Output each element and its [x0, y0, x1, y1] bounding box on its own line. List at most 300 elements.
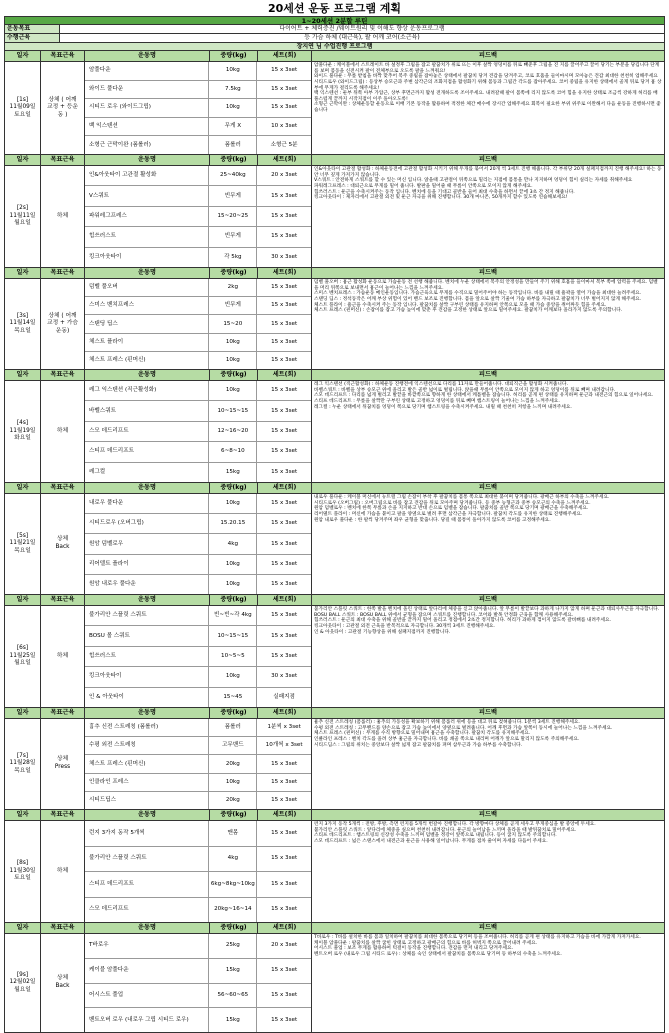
header-exercise: 운동명 [85, 268, 210, 278]
feedback-text: T바로우 : T바를 설치한 바를 몸과 일치하여 팔꿈치를 최대한 몸쪽으로 당기며 등을 조여줍니다. 허리를 곧게 편 상태를 유지하고 가슴을 바에 가깝게 가져가세요. 케이블 암풀다운 : 팔꿈치를 살짝 굽힌 상태로 고정하고 광배근의 힘으로 바를 허벅지 쪽으로 끌어내려 주세요. 어시스트 풀업 : 보조 무게를 활용하여 턱걸이 동작을 진행합니다. 견갑을 먼저 내리고 당겨주세요. 벤트오버 로우 (내로우 그립 시티드 로우) : 상체를 숙인 상태에서 팔꿈치를 몸쪽으로 당기며 등 하부의 수축을 느껴주세요. [314, 935, 641, 957]
session-block [4, 708, 665, 810]
exercise-name: 인 & 아웃타이 [85, 688, 209, 707]
exercise-row [85, 381, 311, 401]
exercise-name: 스미스 벤치프레스 [85, 297, 209, 314]
exercise-weight: 맨몸 [209, 821, 257, 846]
exercise-name: 시티드로우 (오버그립) [85, 514, 209, 533]
exercise-sets: 15 x 3set [271, 428, 298, 435]
exercise-sets: 15 x 3set [271, 320, 298, 327]
exercise-row [85, 422, 311, 442]
session-day: [9s] 12월02일 월요일 [5, 934, 41, 1032]
header-exercise: 운동명 [85, 370, 210, 380]
session-header [5, 155, 664, 166]
exercise-row [85, 442, 311, 462]
exercise-row [85, 463, 311, 482]
session-header [5, 51, 664, 62]
exercise-weight: 10kg [209, 381, 257, 400]
session-day: [8s] 11월30일 토요일 [5, 821, 41, 922]
exercise-name: 킹크아웃타이 [85, 248, 209, 267]
exercise-weight: 15~45 [209, 688, 257, 707]
exercise-name: 원암 내로우 풀다운 [85, 575, 209, 594]
exercise-list [85, 166, 312, 267]
exercise-row [85, 227, 311, 247]
exercise-sets: 15 x 3set [271, 796, 298, 803]
exercise-sets: 20 x 3set [271, 942, 298, 949]
feedback-text: 불가리안 스플릿 스쿼트 : 한쪽 발을 벤치에 올린 상태로 앞다리에 체중을 싣고 앉아줍니다. 앞 무릎이 발끝보다 과하게 나가지 않게 하며 둔근과 대퇴사두근을 자극합니다. BOSU BALL 스쿼트 : BOSU BALL 위에서 균형을 잡으며 스쿼트를 진행합니다. 코어와 발목 안정화 근육을 함께 사용해주세요. 힙쓰러스트 : 둔근의 최대 수축을 위해 골반을 끝까지 밀어 올리고 정점에서 2초간 정지합니다. 허리가 과하게 꺾이지 않도록 갈비뼈를 내려주세요. 킹크아웃타이 : 고관절 외전 근육을 반복적으로 자극합니다. 30개씩 3세트 진행해주세요. 인 & 아웃타이 : 고관절 기능향상을 위해 실패지점까지 진행합니다. [314, 607, 660, 635]
exercise-weight: 10kg [209, 334, 257, 351]
exercise-row [85, 81, 311, 100]
exercise-sets: 15 x 3set [271, 1016, 298, 1023]
exercise-name: 수평 외전 스트레칭 [85, 737, 209, 754]
exercise-list [85, 821, 312, 922]
exercise-name: 스모 데드리프트 [85, 898, 209, 923]
session-day: [6s] 11월25일 월요일 [5, 606, 41, 707]
header-exercise: 운동명 [85, 708, 210, 718]
exercise-weight: 10~15~15 [209, 626, 257, 645]
header-target: 목표근육 [41, 708, 85, 718]
exercise-row [85, 315, 311, 333]
exercise-row [85, 575, 311, 594]
header-exercise: 운동명 [85, 51, 210, 61]
exercise-name: 스티프 데드리프트 [85, 872, 209, 897]
header-target: 목표근육 [41, 51, 85, 61]
exercise-sets: 15 x 3set [271, 580, 298, 587]
exercise-sets: 30 x 3set [271, 673, 298, 680]
exercise-row [85, 647, 311, 667]
header-exercise: 운동명 [85, 155, 210, 165]
exercise-name: 킹크아웃타이 [85, 667, 209, 686]
session-day: [4s] 11월19일 화요일 [5, 381, 41, 482]
exercise-weight: 10kg [209, 667, 257, 686]
session-header [5, 810, 664, 821]
exercise-sets: 15 x 3set [271, 906, 298, 913]
exercise-name: 내로우 풀다운 [85, 494, 209, 513]
header-target: 목표근육 [41, 595, 85, 605]
exercise-row [85, 534, 311, 554]
session-target: 하체 [41, 166, 85, 267]
exercise-sets: 15 x 3set [271, 104, 298, 111]
session-block [4, 810, 665, 923]
header-sets: 세트(회) [258, 810, 312, 820]
exercise-row [85, 186, 311, 206]
muscle-row [4, 34, 665, 43]
goal-label: 운동목표 [5, 25, 60, 33]
header-day: 일자 [5, 810, 41, 820]
header-sets: 세트(회) [258, 370, 312, 380]
session-body [5, 279, 664, 369]
exercise-row [85, 99, 311, 118]
header-exercise: 운동명 [85, 810, 210, 820]
exercise-sets: 15 x 3set [271, 356, 298, 363]
goal-row [4, 25, 665, 34]
exercise-weight: 10kg [209, 352, 257, 369]
progress-banner: 장지연 님 수업진행 프로그램 [5, 43, 664, 50]
exercise-weight: 10~15~15 [209, 401, 257, 420]
session-body [5, 381, 664, 482]
session-header [5, 708, 664, 719]
exercise-row [85, 898, 311, 923]
exercise-weight: 빈무게 [209, 297, 257, 314]
exercise-sets: 15 x 3set [271, 778, 298, 785]
exercise-sets: 15 x 3set [271, 302, 298, 309]
header-weight: 중량(kg) [210, 708, 258, 718]
exercise-name: 스티프 데드리프트 [85, 442, 209, 461]
exercise-weight: 15kg [209, 959, 257, 983]
exercise-sets: 15 x 3set [271, 560, 298, 567]
exercise-list [85, 62, 312, 154]
exercise-weight: 2kg [209, 279, 257, 296]
exercise-weight: 10~5~5 [209, 647, 257, 666]
header-day: 일자 [5, 595, 41, 605]
page-title: 20세션 운동 프로그램 계획 [267, 2, 402, 15]
header-day: 일자 [5, 155, 41, 165]
header-feedback: 피드백 [479, 52, 497, 59]
header-feedback: 피드백 [479, 269, 497, 276]
feedback-text: 암풀다운 : 케이블에서 스트레이트 바 설정후 그립을 잡고 팔꿈치가 위로 뜨는 이후 살짝 엉덩이를 뒤로 빼준후 그립을 진 지를 끌어주고 끌어 당기는 부분을 당깁니다 단계를 보며 몸동을 신전시켜 팔이 전체부으로 오도록 팔을 느껴줘요! 와이드 풀다운 : 무릎 받침을 바짝 맞추어 복주 중립을 잡아놓은 상태에서 팔꿈치 당겨 견갑을 당겨주고, 코로 호흡을 들이마시며 모아놓은 견갑 최대한 천천히 업해주세요 시티드로우 (와이드그립) : 등상부 승모근과 주변 삼각근의 조화지점을 활성화기 위해 몸동과 그립간 각도를 잡아주세요. 코어 중립을 유지한 상태에서 골게 뒤로 당겨 흉 상부에 무게가 걸리도록 해주세요! 백 익스텐션 : 둔부 뒤쪽 아부 가압근, 상부 후면근까지 활성 전개하도록 조이주세요. 내려갈때 팔이 몸쪽에 리지 않도록 코어 힘을 유지한 상태로 조금씩 강하게 허리를 배풀스럽게 끝까지 시작지점이 이주 돌아오도록! 소형근 근막이완 : 상체운동할 운동으로 이배 기본 동작을 활용하여 적정한 체간 매수에 장시간 업해주세요 회복이 필요한 부위 위주로 이완해서 다음 운동을 진행하시면 좋습니다 [314, 63, 662, 114]
session-target: 상체 Back [41, 934, 85, 1032]
exercise-name: 바벨스쿼트 [85, 401, 209, 420]
exercise-name: 레그컬 [85, 463, 209, 482]
session-block [4, 51, 665, 155]
exercise-row [85, 401, 311, 421]
session-body [5, 606, 664, 707]
exercise-row [85, 606, 311, 626]
exercise-name: 체스트 프레스 (핀머신) [85, 352, 209, 369]
exercise-sets: 10개씩 x 3set [265, 742, 303, 749]
exercise-sets: 15 x 3set [271, 233, 298, 240]
exercise-name: 시티드 로우 (와이드그립) [85, 99, 209, 117]
exercise-sets: 15 x 3set [271, 67, 298, 74]
exercise-weight: 폼롤러 [209, 719, 257, 736]
exercise-list [85, 719, 312, 809]
session-target: 상체 ( 어깨 교정 + 등운 동 ) [41, 62, 85, 154]
exercise-weight: 빈무게 [209, 227, 257, 246]
exercise-row [85, 166, 311, 186]
exercise-sets: 15 x 3set [271, 213, 298, 220]
exercise-sets: 15 x 3set [271, 387, 298, 394]
session-target: 상체 Back [41, 494, 85, 594]
header-sets: 세트(회) [258, 51, 312, 61]
exercise-weight: 25kg [209, 934, 257, 958]
exercise-sets: 1분씩 x 3set [267, 724, 301, 731]
header-weight: 중량(kg) [210, 483, 258, 493]
exercise-sets: 15 x 3set [271, 192, 298, 199]
exercise-weight: 6~8~10 [209, 442, 257, 461]
header-sets: 세트(회) [258, 268, 312, 278]
exercise-sets: 15 x 3set [271, 284, 298, 291]
exercise-weight: 6kg~8kg~10kg [209, 872, 257, 897]
header-weight: 중량(kg) [210, 370, 258, 380]
session-body [5, 821, 664, 922]
feedback-text: 레그 익스텐션 (직근활성화) : 하체운동 진행전에 익스텐션으로 다리를 11자로 만들어줍니다. 대퇴직근을 활성화 시켜줍니다. 바벨스쿼트 : 바벨을 상부 승모근 위에 올리고 발은 골반 넓이로 벌립니다. 앉을때 무릎이 안쪽으로 모이지 않게 하고 엉덩이를 뒤로 빼며 내려갑니다. 스모 데드리프트 : 다리를 넓게 벌리고 발끝을 바깥쪽으로 향하게 한 상태에서 케틀벨을 잡습니다. 허리를 곧게 편 상태를 유지하며 둔근과 내전근의 힘으로 일어나세요. 스티프 데드리프트 : 무릎을 살짝만 구부린 상태로 고정하고 엉덩이를 뒤로 빼며 햄스트링이 늘어나는 느낌을 느껴주세요. 레그컬 : 누운 상태에서 뒤꿈치를 엉덩이 쪽으로 당기며 햄스트링을 수축시켜주세요. 내릴 때 천천히 저항을 느끼며 내려주세요. [314, 382, 654, 410]
session-list [4, 51, 665, 1033]
header-feedback: 피드백 [479, 924, 497, 931]
exercise-sets: 15 x 3set [271, 991, 298, 998]
exercise-row [85, 984, 311, 1009]
exercise-row [85, 1008, 311, 1032]
exercise-list [85, 381, 312, 482]
header-weight: 중량(kg) [210, 268, 258, 278]
session-target: 하체 [41, 381, 85, 482]
session-target: 하체 [41, 606, 85, 707]
exercise-name: BOSU 볼 스쿼트 [85, 626, 209, 645]
header-exercise: 운동명 [85, 923, 210, 933]
exercise-weight: 15.20.15 [209, 514, 257, 533]
exercise-name: 벤트오버 로우 (내로우 그립 시티드 로우) [85, 1008, 209, 1032]
exercise-row [85, 297, 311, 315]
exercise-row [85, 688, 311, 707]
header-day: 일자 [5, 51, 41, 61]
exercise-sets: 15 x 3set [271, 653, 298, 660]
exercise-name: 리어델트 플라이 [85, 555, 209, 574]
goal-value: 다이어트 + 체력증진 /웨이트원리 및 이해도 향상 운동프로그램 [279, 25, 445, 32]
header-target: 목표근육 [41, 483, 85, 493]
exercise-row [85, 667, 311, 687]
feedback-text: 런지 3가지 동작 5개씩 : 전방, 후방, 측면 런지를 5개씩 번갈아 진행합니다. 각 방향마다 상체를 곧게 세우고 무게중심을 발 중앙에 두세요. 불가리안 스플릿 스쿼트 : 앞다리에 체중을 실으며 천천히 내려갑니다. 둔근의 늘어남을 느끼며 올라올 때 발뒤꿈치로 밀어주세요. 스티프 데드리프트 : 햄스트링의 신장성 수축을 느끼며 덤벨을 정강이 앞쪽으로 내립니다. 등이 굽지 않도록 주의합니다. 스모 데드리프트 : 넓은 스탠스에서 내전근과 둔근을 사용해 일어납니다. 무게를 점차 줄이며 자세를 다듬어 주세요. [314, 822, 596, 844]
exercise-weight: 10kg [209, 555, 257, 574]
exercise-name: 스탠딩 딥스 [85, 315, 209, 332]
header-sets: 세트(회) [258, 155, 312, 165]
exercise-weight: 15kg [209, 1008, 257, 1032]
exercise-weight: 고무밴드 [209, 737, 257, 754]
muscle-value: 등 가슴 하체 (대근육), 팔 어깨 코어(소근육) [304, 34, 420, 41]
exercise-row [85, 774, 311, 792]
exercise-weight: 빈~빈~각 4kg [209, 606, 257, 625]
exercise-weight: 10kg [209, 99, 257, 117]
exercise-sets: 15 x 3set [271, 967, 298, 974]
exercise-sets: 소형근 5분 [270, 141, 298, 148]
exercise-name: 암풀다운 [85, 62, 209, 80]
exercise-weight: 빈무게 [209, 186, 257, 205]
exercise-name: 파워레그프레스 [85, 207, 209, 226]
exercise-row [85, 719, 311, 737]
feedback-text: 덤벨 풀오버 : 흉근 활성화 운동으로 가슴운동 전 선행 해줍니다. 벤치에 누운 상태에서 복주의 안정성을 만들어 주기 위해 호흡을 들이마셔 복부 쪽에 압력을 주세요. 덤벨을 머리 뒤쪽으로 보내면서 흉근이 늘어나는 느낌을 느껴주세요. 스미스 벤치프레스 : 가슴운동 메인운동입니다. 가슴근육으로 무게를 수직으로 밀어주어야 하는 동작입니다. 바를 내릴 때 흉곽을 열어 가슴을 최대한 늘려주세요. 스탠딩 딥스 : 정석동작은 어깨 부상 위험이 있어 밴드 보조로 진행합니다. 몸을 앞으로 살짝 기울여 가슴 하부를 자극하고 팔꿈치가 너무 벌어지지 않게 해주세요. 체스트 플라이 : 흉근을 수축시켜 주는 동작 입니다. 팔꿈치를 살짝 구부린 상태를 유지하며 안쪽으로 모을 때 가슴 중앙을 쥐어짜듯 힘을 주세요. 체스트 프레스 (핀머신) : 손잡이를 잡고 가슴 높이에 맞춘 후 견갑을 고정한 상태로 앞으로 밀어주세요. 팔꿈치가 어깨보다 올라가지 않도록 주의합니다. [314, 280, 658, 314]
session-target: 하체 [41, 821, 85, 922]
exercise-sets: 15 x 3set [271, 612, 298, 619]
header-sets: 세트(회) [258, 595, 312, 605]
exercise-row [85, 514, 311, 534]
exercise-row [85, 755, 311, 773]
exercise-row [85, 792, 311, 809]
exercise-row [85, 207, 311, 227]
exercise-list [85, 279, 312, 369]
exercise-sets: 15 x 3set [271, 855, 298, 862]
exercise-weight: 10kg [209, 62, 257, 80]
header-feedback: 피드백 [479, 596, 497, 603]
header-target: 목표근육 [41, 923, 85, 933]
session-body [5, 166, 664, 267]
session-block [4, 595, 665, 708]
header-target: 목표근육 [41, 155, 85, 165]
header-weight: 중량(kg) [210, 155, 258, 165]
exercise-weight: 10kg [209, 575, 257, 594]
session-block [4, 155, 665, 268]
exercise-name: 힙쓰러스트 [85, 227, 209, 246]
exercise-name: 불가리안 스플릿 스쿼트 [85, 847, 209, 872]
header-feedback: 피드백 [479, 811, 497, 818]
session-body [5, 494, 664, 594]
exercise-name: 시티드딥스 [85, 792, 209, 809]
exercise-sets: 15 x 3set [271, 540, 298, 547]
exercise-weight: 무게 X [209, 118, 257, 136]
session-body [5, 719, 664, 809]
exercise-row [85, 626, 311, 646]
session-header [5, 923, 664, 934]
header-feedback: 피드백 [479, 484, 497, 491]
session-body [5, 62, 664, 154]
header-day: 일자 [5, 708, 41, 718]
session-day: [5s] 11월21일 목요일 [5, 494, 41, 594]
exercise-row [85, 352, 311, 369]
exercise-row [85, 136, 311, 154]
header-feedback: 피드백 [479, 156, 497, 163]
feedback-text: 인&아웃타이 고관절 활성화 : 하체운동전에 고관절 활성화 시키기 위해 두개를 묶어서 20개 씩 3세트 진행 해줍니다. 각 부위당 20개 실패지점까지 진행 해주세요! 하는 동안 너무 깊게 가져가지 않습니다. V스쿼트 : 안전하게 스쿼트를 할 수 있는 머신 입니다. 앉을때 고관절이 뒤쪽으로 밀리는 지점에 몸통을 만나 지지하며 엉덩이 힘이 실리는 자세를 취해주세요 파워레그프레스 : 대퇴근으로 무게를 밀어 줍니다. 발판을 밀어줄 때 무릎이 안쪽으로 모이지 않게 해주세요. 힙쓰러스트 : 둔근을 수축시켜주는 동작 입니다. 벤치에 등을 기대고 골반을 들어 최대 수축을 하면서 끝에 3초 간 정지 해줍니다. 킹크아웃타이 : 제자리에서 고관절 외전 및 둔근 자극을 위해 진행합니다. 30개 마니콘, 50개까지 할수 있도록 연습해보세요! [314, 167, 662, 201]
header-day: 일자 [5, 268, 41, 278]
muscle-label: 수행근육 [5, 34, 60, 42]
session-block [4, 923, 665, 1033]
header-sets: 세트(회) [258, 483, 312, 493]
exercise-weight: 15~20~25 [209, 207, 257, 226]
session-header [5, 268, 664, 279]
header-target: 목표근육 [41, 810, 85, 820]
exercise-row [85, 248, 311, 267]
exercise-weight: 20kg [209, 792, 257, 809]
header-weight: 중량(kg) [210, 595, 258, 605]
session-target: 상체 ( 어깨 교정 + 가슴 운동) [41, 279, 85, 369]
exercise-sets: 15 x 3set [271, 829, 298, 836]
exercise-name: 케이블 암풀다운 [85, 959, 209, 983]
header-target: 목표근육 [41, 268, 85, 278]
exercise-name: 체스트 프레스 (핀머신) [85, 755, 209, 772]
exercise-weight: 4kg [209, 847, 257, 872]
exercise-weight: 12~16~20 [209, 422, 257, 441]
session-block [4, 483, 665, 595]
routine-banner: 1~20세션 2분할 루틴 [4, 16, 665, 25]
exercise-name: T바로우 [85, 934, 209, 958]
exercise-sets: 15 x 3set [271, 760, 298, 767]
exercise-name: 소형근 근막이완 (폼롤러) [85, 136, 209, 154]
session-header [5, 595, 664, 606]
exercise-weight: 20kg~16~14 [209, 898, 257, 923]
exercise-row [85, 847, 311, 873]
exercise-sets: 15 x 3set [271, 448, 298, 455]
exercise-sets: 15 x 3set [271, 880, 298, 887]
header-exercise: 운동명 [85, 483, 210, 493]
header-sets: 세트(회) [258, 708, 312, 718]
exercise-name: 인클라인 프레스 [85, 774, 209, 791]
exercise-name: 백 익스텐션 [85, 118, 209, 136]
feedback-text: 내로우 풀다운 : 케이블 머신에서 뉴트럴 그립 손잡이 부착 후 팔꿈치를 몸통 쪽으로 최대한 붙이며 당겨줍니다. 광배근 하부의 수축을 느껴주세요. 시티드로우 (오버그립) : 오버그립으로 바를 잡고 견갑을 뒤로 모아주며 당겨줍니다. 등 중부 능형근과 중부 승모근의 수축을 느껴주세요. 원암 덤벨로우 : 벤치에 한쪽 무릎과 손을 지지하고 반대 손으로 덤벨을 잡습니다. 팔꿈치를 골반 쪽으로 당기며 광배근을 수축해주세요. 리어델트 플라이 : 머신에 가슴을 붙이고 팔을 양옆으로 벌려 후면 삼각근을 자극합니다. 팔꿈치 각도를 유지한 상태로 진행해주세요. 원암 내로우 풀다운 : 한 팔씩 당겨주며 좌우 균형을 맞춥니다. 당길 때 몸통이 돌아가지 않도록 코어를 고정해주세요. [314, 495, 610, 523]
exercise-name: V스쿼트 [85, 186, 209, 205]
session-day: [2s] 11월11일 월요일 [5, 166, 41, 267]
exercise-weight: 56~60~65 [209, 984, 257, 1008]
session-header [5, 370, 664, 381]
exercise-row [85, 555, 311, 575]
exercise-name: 힙쓰러스트 [85, 647, 209, 666]
exercise-row [85, 821, 311, 847]
header-feedback: 피드백 [479, 709, 497, 716]
exercise-row [85, 334, 311, 352]
exercise-weight: 각 5kg [209, 248, 257, 267]
exercise-weight: 폼롤러 [209, 136, 257, 154]
exercise-weight: 25~40kg [209, 166, 257, 185]
exercise-name: 와이드 풀다운 [85, 81, 209, 99]
exercise-weight: 4kg [209, 534, 257, 553]
exercise-name: 어시스트 풀업 [85, 984, 209, 1008]
feedback-text: 흉추 신전 스트레칭 (폼롤러) : 흉추의 가동성을 확보하기 위해 폼롤러 위에 등을 대고 뒤로 젖혀줍니다. 1분씩 3세트 진행해주세요. 수평 외전 스트레칭 : 고무밴드를 양손으로 잡고 가슴 높이에서 양옆으로 벌려줍니다. 어깨 후면과 가슴 앞쪽이 동시에 늘어나는 느낌을 느껴주세요. 체스트 프레스 (핀머신) : 무게를 수직 방향으로 밀어내며 흉근을 수축합니다. 팔꿈치 각도를 유지해주세요. 인클라인 프레스 : 벤치 각도를 올려 상부 흉근을 자극합니다. 바를 쇄골 쪽으로 내리며 어깨가 앞으로 말리지 않도록 주의해주세요. 시티드딥스 : 그립의 위치는 중앙보다 살짝 넓게 잡고 팔꿈치를 펴며 삼두근과 가슴 하부를 수축합니다. [314, 720, 613, 748]
exercise-sets: 15 x 3set [271, 468, 298, 475]
exercise-name: 불가리안 스플릿 스쿼트 [85, 606, 209, 625]
exercise-sets: 30 x 3set [271, 253, 298, 260]
exercise-name: 흉추 신전 스트레칭 (폼롤러) [85, 719, 209, 736]
header-exercise: 운동명 [85, 595, 210, 605]
header-day: 일자 [5, 370, 41, 380]
exercise-row [85, 494, 311, 514]
exercise-sets: 15 x 3set [271, 338, 298, 345]
exercise-list [85, 606, 312, 707]
header-day: 일자 [5, 483, 41, 493]
exercise-name: 체스트 플라이 [85, 334, 209, 351]
exercise-sets: 15 x 3set [271, 520, 298, 527]
exercise-row [85, 279, 311, 297]
exercise-weight: 10kg [209, 494, 257, 513]
header-weight: 중량(kg) [210, 923, 258, 933]
exercise-weight: 15~20 [209, 315, 257, 332]
exercise-row [85, 934, 311, 959]
exercise-weight: 20kg [209, 755, 257, 772]
exercise-sets: 15 x 3set [271, 85, 298, 92]
exercise-row [85, 959, 311, 984]
exercise-sets: 15 x 3set [271, 500, 298, 507]
header-weight: 중량(kg) [210, 810, 258, 820]
exercise-list [85, 494, 312, 594]
header-sets: 세트(회) [258, 923, 312, 933]
exercise-sets: 20 x 3set [271, 172, 298, 179]
header-weight: 중량(kg) [210, 51, 258, 61]
exercise-name: 스모 데드리프트 [85, 422, 209, 441]
session-body [5, 934, 664, 1032]
exercise-row [85, 118, 311, 137]
exercise-name: 덤벨 풀오버 [85, 279, 209, 296]
session-day: [7s] 11월28일 목요일 [5, 719, 41, 809]
header-target: 목표근육 [41, 370, 85, 380]
exercise-name: 원암 덤벨로우 [85, 534, 209, 553]
exercise-sets: 10 x 3set [271, 123, 298, 130]
exercise-name: 레그 익스텐션 (직근활성화) [85, 381, 209, 400]
exercise-weight: 15kg [209, 463, 257, 482]
exercise-sets: 15 x 3set [271, 632, 298, 639]
session-header [5, 483, 664, 494]
header-feedback: 피드백 [479, 371, 497, 378]
session-day: [3s] 11월14일 목요일 [5, 279, 41, 369]
exercise-row [85, 737, 311, 755]
session-block [4, 268, 665, 370]
exercise-list [85, 934, 312, 1032]
exercise-row [85, 62, 311, 81]
session-day: [1s] 11월09일 토요일 [5, 62, 41, 154]
exercise-name: 런지 3가지 동작 5개씩 [85, 821, 209, 846]
exercise-row [85, 872, 311, 898]
exercise-name: 인&아웃타이 고관절 활성화 [85, 166, 209, 185]
progress-row [4, 43, 665, 51]
session-target: 상체 Press [41, 719, 85, 809]
session-block [4, 370, 665, 483]
exercise-sets: 실패지점 [273, 693, 295, 700]
exercise-weight: 7.5kg [209, 81, 257, 99]
header-day: 일자 [5, 923, 41, 933]
exercise-weight: 10kg [209, 774, 257, 791]
exercise-sets: 15 x 3set [271, 407, 298, 414]
